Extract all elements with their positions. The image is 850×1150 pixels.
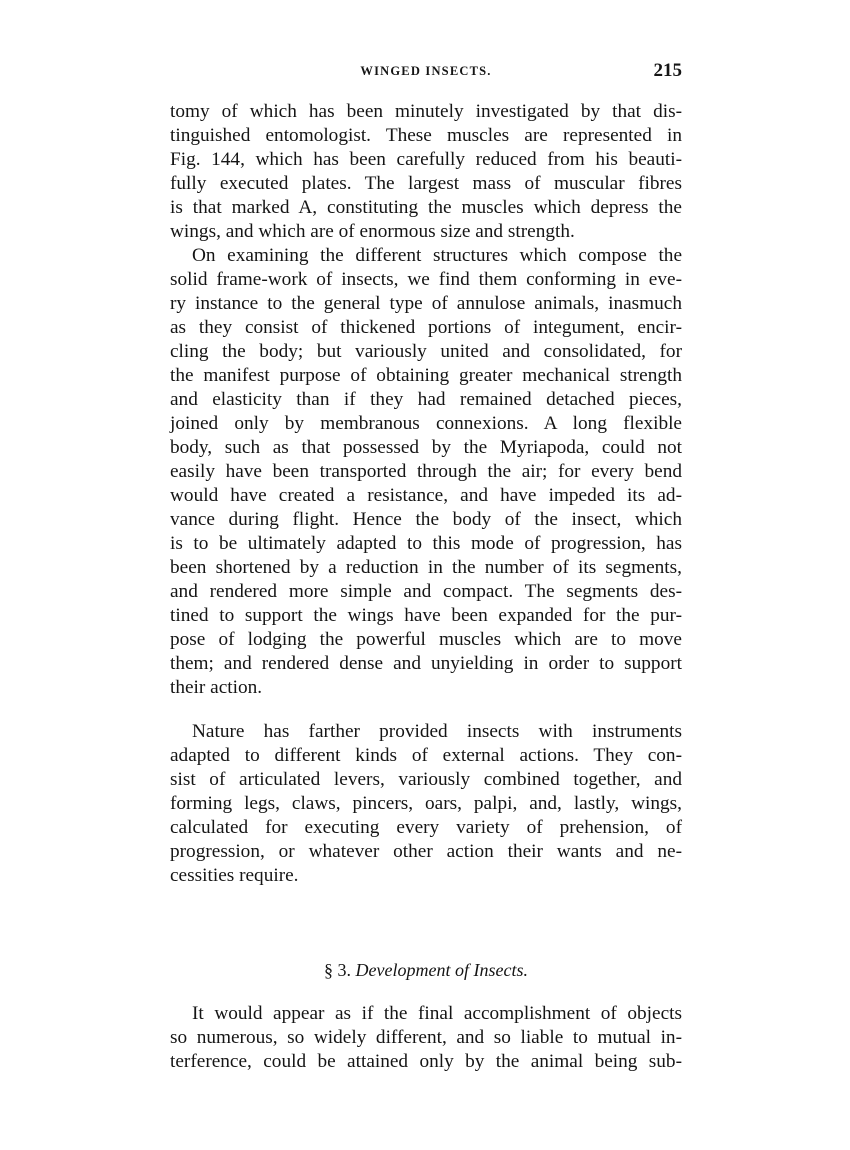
text-line: adapted to different kinds of external actions. They con- — [170, 745, 682, 766]
text-line: On examining the different structures which compose the — [192, 245, 682, 266]
text-line: is to be ultimately adapted to this mode of progression, has — [170, 533, 682, 554]
text-line: tined to support the wings have been expanded for the pur- — [170, 605, 682, 626]
text-line: the manifest purpose of obtaining greater mechanical strength — [170, 365, 682, 386]
text-line: as they consist of thickened portions of integument, encir- — [170, 317, 682, 338]
text-line: sist of articulated levers, variously combined together, and — [170, 769, 682, 790]
section-number: § 3. — [324, 960, 352, 980]
text-line: is that marked A, constituting the muscles which depress the — [170, 197, 682, 218]
running-head — [170, 60, 682, 86]
text-line: tinguished entomologist. These muscles are represented in — [170, 125, 682, 146]
text-line: them; and rendered dense and unyielding in order to support — [170, 653, 682, 674]
text-line: their action. — [170, 677, 263, 698]
text-line: forming legs, claws, pincers, oars, palpi, and, lastly, wings, — [170, 793, 682, 814]
section-title: Development of Insects. — [355, 960, 528, 980]
text-line: would have created a resistance, and have impeded its ad- — [170, 485, 682, 506]
text-line: progression, or whatever other action their wants and ne- — [170, 841, 682, 862]
text-line: wings, and which are of enormous size and strength. — [170, 221, 575, 242]
text-line: joined only by membranous connexions. A long flexible — [170, 413, 682, 434]
text-line: calculated for executing every variety of prehension, of — [170, 817, 682, 838]
text-line: easily have been transported through the air; for every bend — [170, 461, 682, 482]
text-line: pose of lodging the powerful muscles which are to move — [170, 629, 682, 650]
section-heading — [170, 957, 682, 983]
text-line: fully executed plates. The largest mass of muscular fibres — [170, 173, 682, 194]
text-line: body, such as that possessed by the Myriapoda, could not — [170, 437, 682, 458]
text-line: cling the body; but variously united and consolidated, for — [170, 341, 682, 362]
text-line: and rendered more simple and compact. The segments des- — [170, 581, 682, 602]
text-line: vance during flight. Hence the body of the insect, which — [170, 509, 682, 530]
text-line: Fig. 144, which has been carefully reduced from his beauti- — [170, 149, 682, 170]
text-line: terference, could be attained only by the animal being sub- — [170, 1051, 682, 1072]
text-line: ry instance to the general type of annulose animals, inasmuch — [170, 293, 682, 314]
text-line: and elasticity than if they had remained detached pieces, — [170, 389, 682, 410]
text-line: solid frame-work of insects, we find them conforming in eve- — [170, 269, 682, 290]
running-title: WINGED INSECTS. — [360, 64, 492, 78]
text-line: been shortened by a reduction in the number of its segments, — [170, 557, 682, 578]
text-line: so numerous, so widely different, and so liable to mutual in- — [170, 1027, 682, 1048]
text-line: tomy of which has been minutely investigated by that dis- — [170, 101, 682, 122]
text-line: It would appear as if the final accomplishment of objects — [192, 1003, 682, 1024]
page-number: 215 — [653, 60, 682, 81]
text-line: cessities require. — [170, 865, 299, 886]
text-line: Nature has farther provided insects with instruments — [192, 721, 682, 742]
